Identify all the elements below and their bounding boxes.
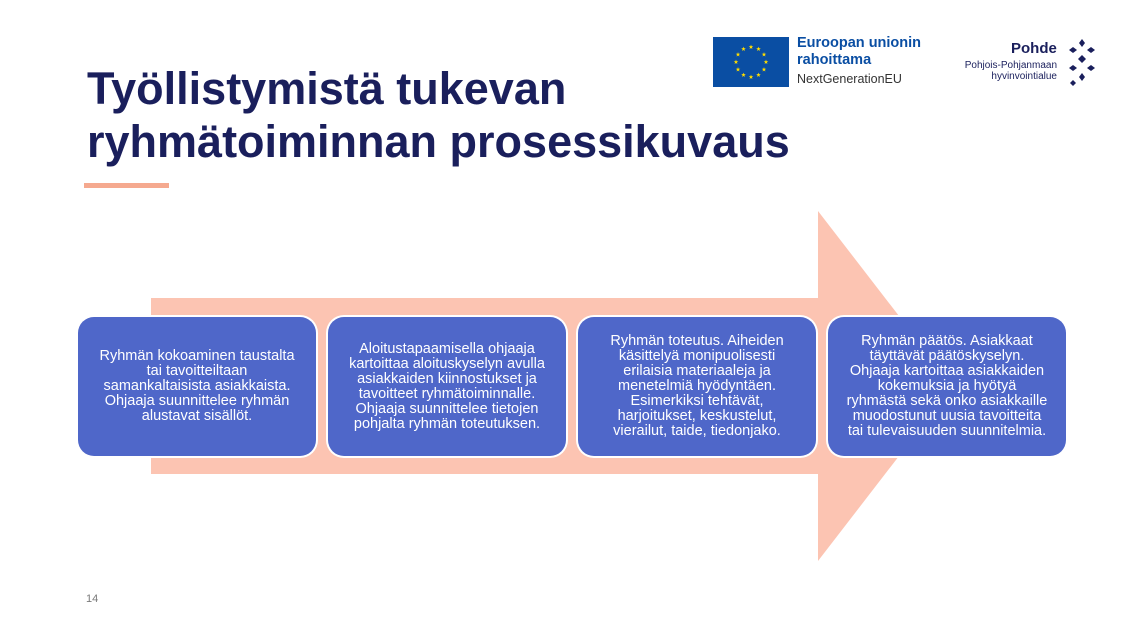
pohde-logo-subtitle-line-2: hyvinvointialue — [991, 71, 1057, 82]
pohde-mark-icon — [1069, 38, 1095, 88]
page-number: 14 — [86, 593, 99, 605]
step-4-line: täyttävät päätöskyselyn. — [869, 348, 1025, 364]
step-3-line: menetelmiä hyödyntäen. — [618, 378, 776, 394]
step-2-line: asiakkaiden kiinnostukset ja — [357, 370, 537, 387]
step-2-line: pohjalta ryhmän toteutuksen. — [353, 415, 541, 432]
step-4-line: Ryhmän päätös. Asiakkaat — [861, 333, 1033, 349]
process-step-1 — [78, 317, 316, 456]
step-2-line: kartoittaa aloituskyselyn avulla — [349, 355, 545, 372]
step-2-line: Aloitustapaamisella ohjaaja — [359, 340, 535, 357]
step-2-line: Ohjaaja suunnittelee tietojen — [355, 400, 539, 417]
step-3-line: Esimerkiksi tehtävät, — [630, 393, 764, 409]
step-1-line: Ryhmän kokoaminen taustalta — [99, 348, 295, 364]
step-4-line: kokemuksia ja hyötyä — [877, 378, 1017, 394]
step-3-line: erilaisia materiaaleja ja — [623, 363, 771, 379]
pohde-logo — [965, 38, 1095, 90]
step-2-line: tavoitteet ryhmätoiminnalle. — [358, 385, 536, 402]
pohde-logo-name: Pohde — [1011, 40, 1057, 57]
step-4-line: Ohjaaja kartoittaa asiakkaiden — [849, 363, 1045, 379]
step-1-line: alustavat sisällöt. — [141, 408, 253, 424]
step-1-line: samankaltaisista asiakkaista. — [103, 378, 291, 394]
eu-funding-line-2: rahoittama — [797, 52, 872, 68]
process-step-3 — [578, 317, 816, 456]
step-1-line: Ohjaaja suunnittelee ryhmän — [104, 393, 290, 409]
step-4-line: muodostunut uusia tavoitteita — [852, 408, 1042, 424]
eu-funding-logo — [713, 35, 958, 90]
step-3-line: Ryhmän toteutus. Aiheiden — [610, 333, 784, 349]
eu-flag-icon — [713, 37, 789, 87]
process-step-4 — [828, 317, 1066, 456]
pohde-logo-subtitle-line-1: Pohjois-Pohjanmaan — [964, 60, 1057, 71]
pohde-logo-subtitle — [965, 60, 1057, 82]
eu-funding-line-1: Euroopan unionin — [797, 35, 922, 51]
eu-program-name: NextGenerationEU — [797, 72, 902, 86]
slide-title-line-1: Työllistymistä tukevan — [87, 63, 567, 114]
slide-title-line-2: ryhmätoiminnan prosessikuvaus — [87, 116, 790, 167]
process-step-2 — [328, 317, 566, 456]
step-3-line: käsittelyä monipuolisesti — [618, 348, 776, 364]
step-4-line: ryhmästä sekä onko asiakkaille — [846, 393, 1048, 409]
step-4-line: tai tulevaisuuden suunnitelmia. — [847, 423, 1047, 439]
step-3-line: vierailut, taide, tiedonjako. — [613, 423, 781, 439]
step-3-line: harjoitukset, keskustelut, — [617, 408, 777, 424]
step-1-line: tai tavoitteiltaan — [146, 363, 248, 379]
